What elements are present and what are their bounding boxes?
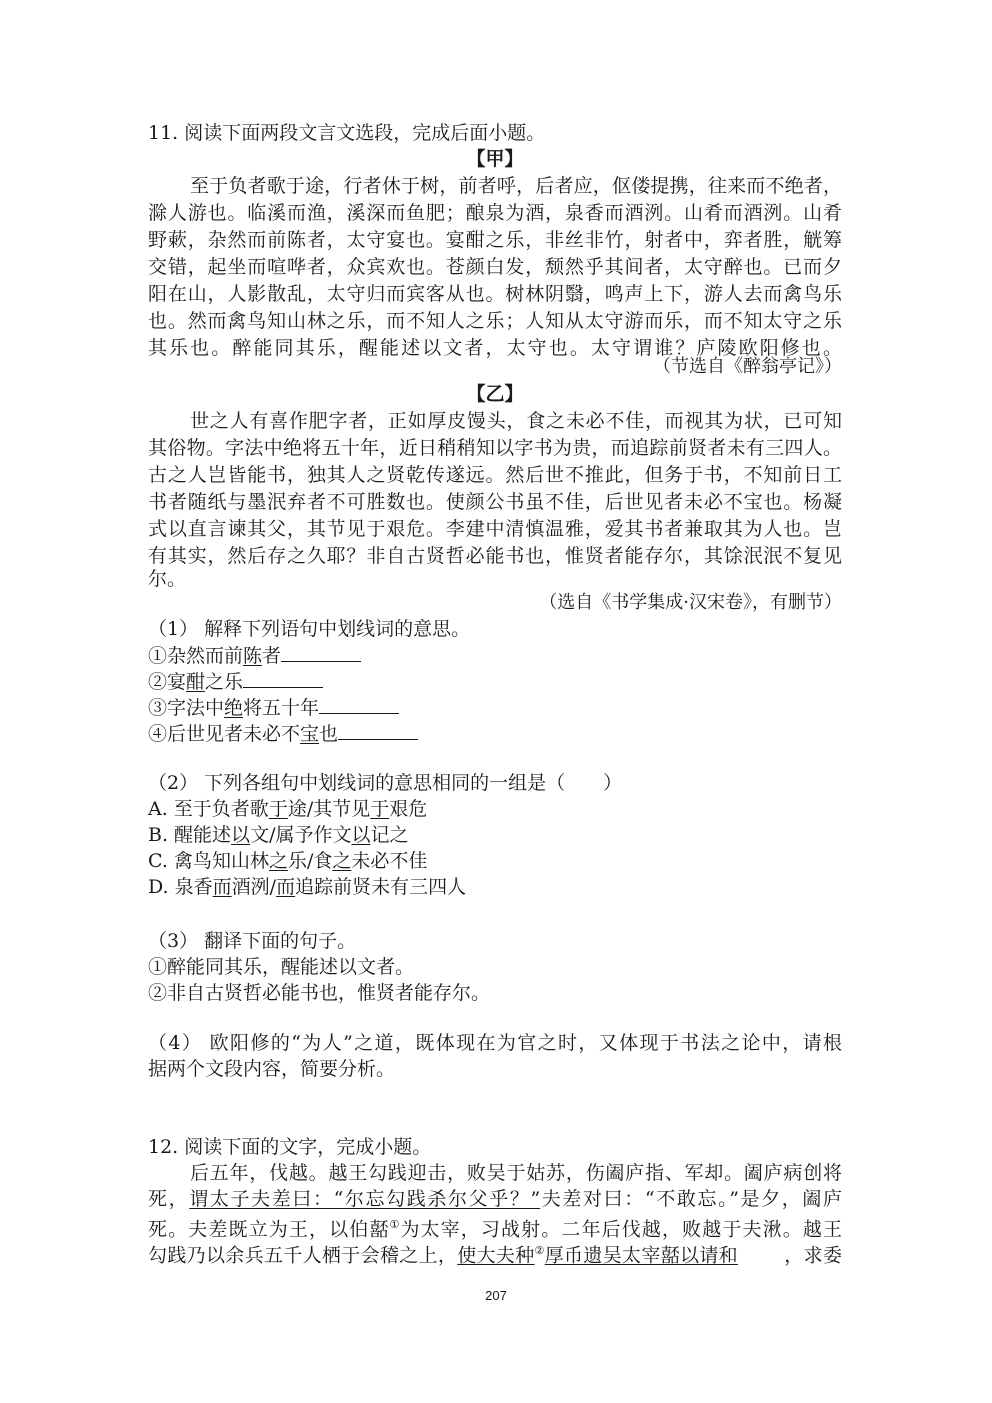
question-12-title: 12. 阅读下面的文字，完成小题。 bbox=[148, 1136, 432, 1158]
answer-blank[interactable] bbox=[281, 642, 361, 662]
passage-yi-line: 尔。 bbox=[148, 568, 187, 590]
question-12-line bbox=[148, 1238, 842, 1268]
underlined-sentence: 使大夫种 bbox=[457, 1244, 535, 1267]
footnote-marker: ① bbox=[389, 1218, 401, 1231]
footnote-marker: ② bbox=[534, 1244, 545, 1257]
answer-blank[interactable] bbox=[243, 668, 323, 688]
underlined-word: 于 bbox=[268, 798, 288, 820]
passage-jia-source: （节选自《醉翁亭记》） bbox=[653, 356, 842, 377]
option-text: A. 至于负者歌 bbox=[148, 798, 269, 820]
item-text: 也 bbox=[319, 723, 339, 745]
underlined-word: 酣 bbox=[186, 671, 206, 693]
passage-yi-line: 世之人有喜作肥字者，正如厚皮馒头，食之未必不佳，而视其为状，已可知 bbox=[190, 410, 842, 432]
passage-jia-heading: 【甲】 bbox=[466, 148, 524, 170]
option-text: 追踪前贤未有三四人 bbox=[295, 876, 467, 898]
item-text: ①杂然而前 bbox=[148, 645, 244, 667]
passage-jia-line: 交错，起坐而喧哗者，众宾欢也。苍颜白发，颓然乎其间者，太守醉也。已而夕 bbox=[148, 256, 842, 278]
choice-option-b[interactable] bbox=[148, 822, 409, 848]
subquestion-2-prompt: （2） 下列各组句中划线词的意思相同的一组是（ ） bbox=[148, 772, 623, 794]
subquestion-3-item: ①醉能同其乐，醒能述以文者。 bbox=[148, 956, 415, 978]
item-text: 将五十年 bbox=[243, 697, 320, 719]
choice-option-c[interactable] bbox=[148, 848, 427, 874]
passage-yi-heading: 【乙】 bbox=[466, 383, 524, 405]
passage-yi-line: 书者随纸与墨泯弃者不可胜数也。使颜公书虽不佳，后世见者未必不宝也。杨凝 bbox=[148, 491, 842, 513]
option-text: 途/其节见 bbox=[287, 798, 371, 820]
underlined-word: 陈 bbox=[243, 645, 263, 667]
subquestion-1-item bbox=[148, 694, 399, 721]
option-text: 记之 bbox=[370, 824, 409, 846]
passage-text: 勾践乃以余兵五千人栖于会稽之上， bbox=[148, 1244, 458, 1267]
underlined-sentence: 厚币遗吴太宰嚭以请和 bbox=[544, 1244, 738, 1267]
underlined-word: 绝 bbox=[224, 697, 244, 719]
subquestion-3-item: ②非自古贤哲必能书也，惟贤者能存尔。 bbox=[148, 982, 491, 1004]
item-text: 之乐 bbox=[205, 671, 244, 693]
underlined-word: 之 bbox=[332, 850, 352, 872]
answer-blank[interactable] bbox=[338, 720, 418, 740]
passage-text: 死。夫差既立为王，以伯嚭 bbox=[148, 1218, 390, 1241]
underlined-word: 而 bbox=[212, 876, 232, 898]
subquestion-1-item bbox=[148, 642, 361, 669]
underlined-word: 而 bbox=[276, 876, 296, 898]
underlined-word: 之 bbox=[268, 850, 288, 872]
item-text: 者 bbox=[262, 645, 282, 667]
option-text: B. 醒能述 bbox=[148, 824, 232, 846]
underlined-sentence: 谓太子夫差曰：“尔忘勾践杀尔父乎？” bbox=[189, 1188, 541, 1210]
passage-yi-line: 古之人岂皆能书，独其人之贤乾传遂远。然后世不推此，但务于书，不知前日工 bbox=[148, 464, 842, 486]
passage-yi-line: 有其实，然后存之久耶？非自古贤哲必能书也，惟贤者能存尔，其馀泯泯不复见 bbox=[148, 545, 842, 567]
passage-jia-line: 也。然而禽鸟知山林之乐，而不知人之乐；人知从太守游而乐，而不知太守之乐 bbox=[148, 310, 842, 332]
option-text: C. 禽鸟知山林 bbox=[148, 850, 269, 872]
item-text: ②宴 bbox=[148, 671, 187, 693]
choice-option-d[interactable] bbox=[148, 874, 466, 900]
underlined-word: 于 bbox=[370, 798, 390, 820]
subquestion-4-line: （4） 欧阳修的“为人”之道，既体现在为官之时，又体现于书法之论中，请根 bbox=[148, 1032, 842, 1054]
passage-yi-line: 其俗物。字法中绝将五十年，近日稍稍知以字书为贵，而追踪前贤者未有三四人。 bbox=[148, 437, 842, 459]
passage-text: ，求委 bbox=[783, 1244, 842, 1267]
item-text: ④后世见者未必不 bbox=[148, 723, 301, 745]
question-11-title: 11. 阅读下面两段文言文选段，完成后面小题。 bbox=[148, 122, 546, 144]
subquestion-3-prompt: （3） 翻译下面的句子。 bbox=[148, 930, 357, 952]
option-text: D. 泉香 bbox=[148, 876, 213, 898]
option-text: 未必不佳 bbox=[351, 850, 428, 872]
passage-yi-line: 式以直言谏其父，其节见于艰危。李建中清慎温雅，爱其书者兼取其为人也。岂 bbox=[148, 518, 842, 540]
passage-jia-line: 滁人游也。临溪而渔，溪深而鱼肥；酿泉为酒，泉香而酒洌。山肴而酒洌。山肴 bbox=[148, 202, 842, 224]
passage-jia-line: 阳在山，人影散乱，太守归而宾客从也。树林阴翳，鸣声上下，游人去而禽鸟乐 bbox=[148, 283, 842, 305]
question-12-line bbox=[148, 1186, 842, 1212]
option-text: 文/属予作文 bbox=[250, 824, 352, 846]
subquestion-1-prompt: （1） 解释下列语句中划线词的意思。 bbox=[148, 618, 471, 640]
passage-yi-source: （选自《书学集成·汉宋卷》，有删节） bbox=[539, 592, 842, 613]
option-text: 艰危 bbox=[389, 798, 428, 820]
subquestion-1-item bbox=[148, 720, 418, 747]
underlined-word: 宝 bbox=[300, 723, 320, 745]
page-number: 207 bbox=[485, 1288, 507, 1303]
choice-option-a[interactable] bbox=[148, 796, 427, 822]
passage-jia-line: 野蔌，杂然而前陈者，太守宴也。宴酣之乐，非丝非竹，射者中，弈者胜，觥筹 bbox=[148, 229, 842, 251]
option-text: 酒洌/ bbox=[231, 876, 277, 898]
item-text: ③字法中 bbox=[148, 697, 225, 719]
answer-blank[interactable] bbox=[319, 694, 399, 714]
passage-text: 死， bbox=[148, 1188, 190, 1210]
passage-text: 夫差对曰：“不敢忘。”是夕，阖庐 bbox=[540, 1188, 842, 1210]
passage-jia-line: 至于负者歌于途，行者休于树，前者呼，后者应，伛偻提携，往来而不绝者， bbox=[190, 175, 842, 197]
passage-jia-line: 其乐也。醉能同其乐，醒能述以文者，太守也。太守谓谁？庐陵欧阳修也。 bbox=[148, 337, 842, 359]
underlined-word: 以 bbox=[351, 824, 371, 846]
question-12-line: 后五年，伐越。越王勾践迎击，败吴于姑苏，伤阖庐指、军却。阖庐病创将 bbox=[190, 1162, 842, 1184]
subquestion-1-item bbox=[148, 668, 323, 695]
passage-text: 为太宰，习战射。二年后伐越，败越于夫湫。越王 bbox=[400, 1218, 842, 1241]
subquestion-4-line: 据两个文段内容，简要分析。 bbox=[148, 1058, 396, 1080]
option-text: 乐/食 bbox=[287, 850, 333, 872]
underlined-word: 以 bbox=[231, 824, 251, 846]
